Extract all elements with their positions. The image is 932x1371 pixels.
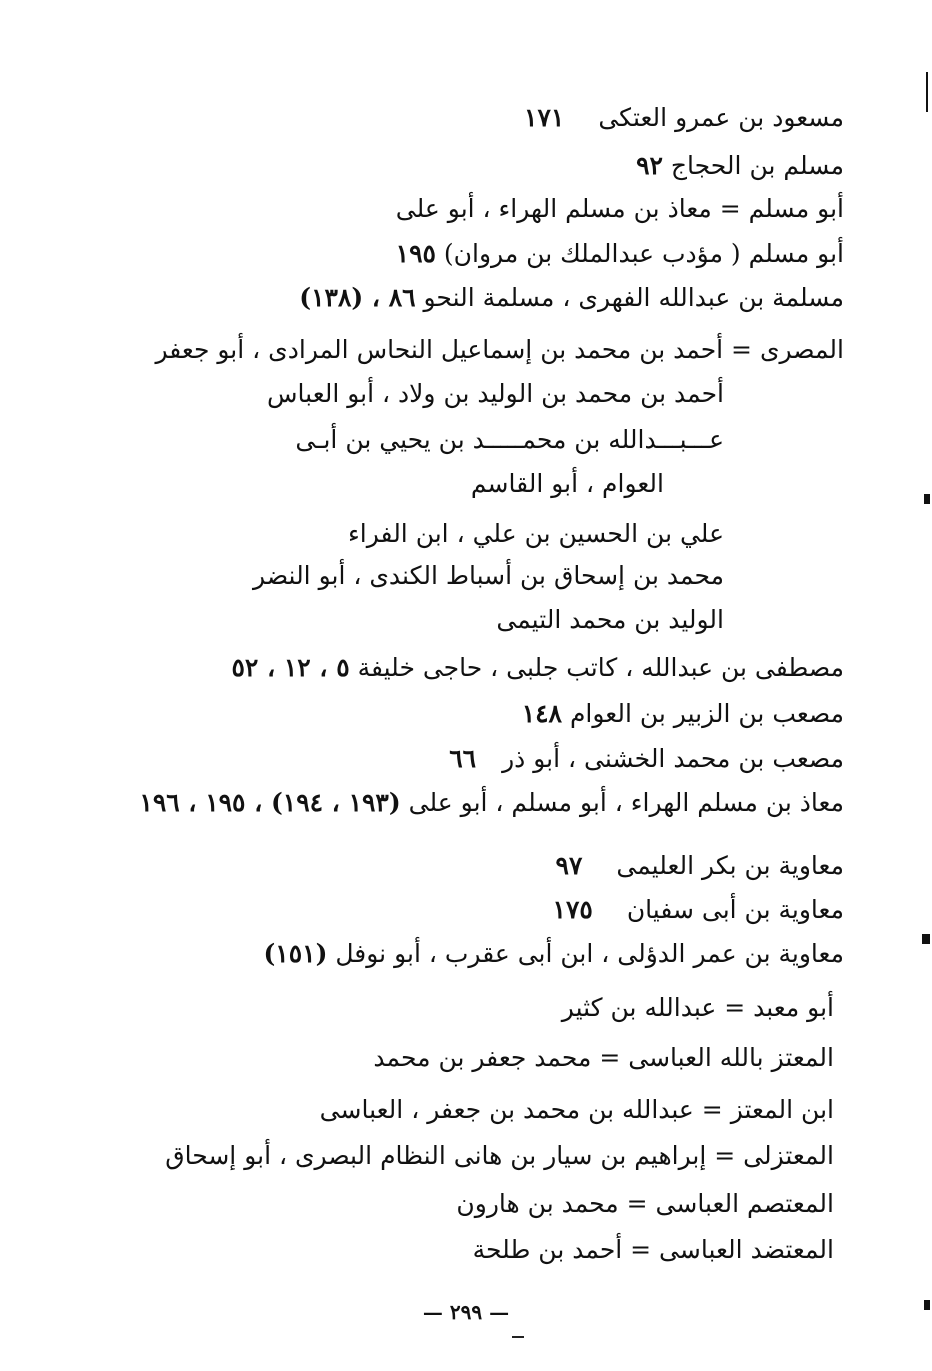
- entry-text: محمد بن إسحاق بن أسباط الكندى ، أبو النضر: [253, 561, 724, 590]
- index-entry: [562, 991, 834, 1025]
- entry-text: المعتضد العباسى = أحمد بن طلحة: [472, 1235, 834, 1264]
- entry-text: عـــبـــدالله بن محمـــــد بن يحيي بن أبـى: [295, 425, 724, 454]
- entry-text: أبو مسلم ( مؤدب عبدالملك بن مروان): [443, 239, 844, 268]
- index-entry: [396, 192, 844, 226]
- entry-text: معاوية بن عمر الدؤلى ، ابن أبى عقرب ، أبو نوفل: [335, 939, 844, 968]
- entry-text: أبو معبد = عبدالله بن كثير: [561, 993, 834, 1022]
- entry-text: علي بن الحسين بن علي ، ابن الفراء: [348, 519, 724, 548]
- entry-page-ref: ٨٦ ، (١٣٨): [299, 283, 416, 312]
- footer-dash: [512, 1336, 524, 1338]
- entry-text: المعتصم العباسى = محمد بن هارون: [456, 1189, 834, 1218]
- entry-text: المصرى = أحمد بن محمد بن إسماعيل النحاس المرادى ، أبو جعفر: [155, 335, 844, 364]
- entry-page-ref: ١٩٥: [395, 239, 436, 268]
- scan-edge-mark: [926, 72, 928, 112]
- entry-page-ref: ١٤٨: [521, 699, 562, 728]
- index-entry: [155, 333, 844, 367]
- entry-page-ref: ١٧١: [524, 103, 565, 132]
- index-subentry: [253, 559, 724, 593]
- entry-page-ref: ١٧٥: [552, 895, 593, 924]
- entry-text: مسلمة بن عبدالله الفهرى ، مسلمة النحو: [423, 283, 844, 312]
- index-entry: [396, 237, 844, 271]
- entry-page-ref: ٩٧: [555, 851, 583, 880]
- entry-text: أحمد بن محمد بن الوليد بن ولاد ، أبو العباس: [267, 379, 724, 408]
- entry-text: معاذ بن مسلم الهراء ، أبو مسلم ، أبو على: [408, 788, 844, 817]
- entry-text: أبو مسلم = معاذ بن مسلم الهراء ، أبو على: [395, 194, 844, 223]
- index-subentry: [348, 517, 724, 551]
- index-subentry: [496, 603, 724, 637]
- entry-text: العوام ، أبو القاسم: [470, 469, 664, 498]
- scan-edge-mark: [924, 494, 930, 504]
- page-number: — ٢٩٩ —: [422, 1300, 510, 1324]
- index-entry: [524, 101, 844, 135]
- entry-page-ref: ٥ ، ١٢ ، ٥٢: [231, 653, 350, 682]
- index-entry: [556, 849, 844, 883]
- entry-text: مصطفى بن عبدالله ، كاتب جلبى ، حاجى خليفة: [357, 653, 844, 682]
- entry-text: معاوية بن بكر العليمى: [616, 851, 844, 880]
- index-entry: [522, 697, 844, 731]
- index-entry: [165, 1139, 834, 1173]
- index-entry: [553, 893, 844, 927]
- index-entry: [456, 1187, 834, 1221]
- entry-text: ابن المعتز = عبدالله بن محمد بن جعفر ، العباسى: [319, 1095, 834, 1124]
- entry-text: مسلم بن الحجاج: [670, 151, 844, 180]
- entry-text: مصعب بن محمد الخشنى ، أبو ذر: [502, 744, 844, 773]
- index-entry: [263, 937, 844, 971]
- entry-text: المعتز بالله العباسى = محمد جعفر بن محمد: [373, 1043, 834, 1072]
- entry-page-ref: (١٥١): [263, 939, 328, 968]
- entry-text: مصعب بن الزبير بن العوام: [569, 699, 844, 728]
- entry-page-ref: ٩٢: [636, 151, 663, 180]
- index-subentry: [267, 377, 724, 411]
- entry-page-ref: (١٩٣ ، ١٩٤) ، ١٩٥ ، ١٩٦: [139, 788, 401, 817]
- index-subentry: [295, 423, 724, 457]
- entry-text: المعتزلى = إبراهيم بن سيار بن هانى النظام البصرى ، أبو إسحاق: [165, 1141, 834, 1170]
- index-entry: [139, 786, 844, 820]
- index-entry: [373, 1041, 834, 1075]
- entry-page-ref: ٦٦: [449, 744, 477, 773]
- index-entry: [232, 651, 845, 685]
- index-subentry-continuation: [471, 467, 664, 501]
- index-entry: [636, 149, 844, 183]
- index-entry: [449, 742, 844, 776]
- index-entry: [473, 1233, 834, 1267]
- entry-text: الوليد بن محمد التيمى: [496, 605, 724, 634]
- scan-edge-mark: [922, 934, 930, 944]
- index-entry: [320, 1093, 834, 1127]
- index-entry: [299, 281, 844, 315]
- entry-text: مسعود بن عمرو العتكى: [598, 103, 844, 132]
- scan-edge-mark: [924, 1300, 930, 1310]
- entry-text: معاوية بن أبى سفيان: [626, 895, 844, 924]
